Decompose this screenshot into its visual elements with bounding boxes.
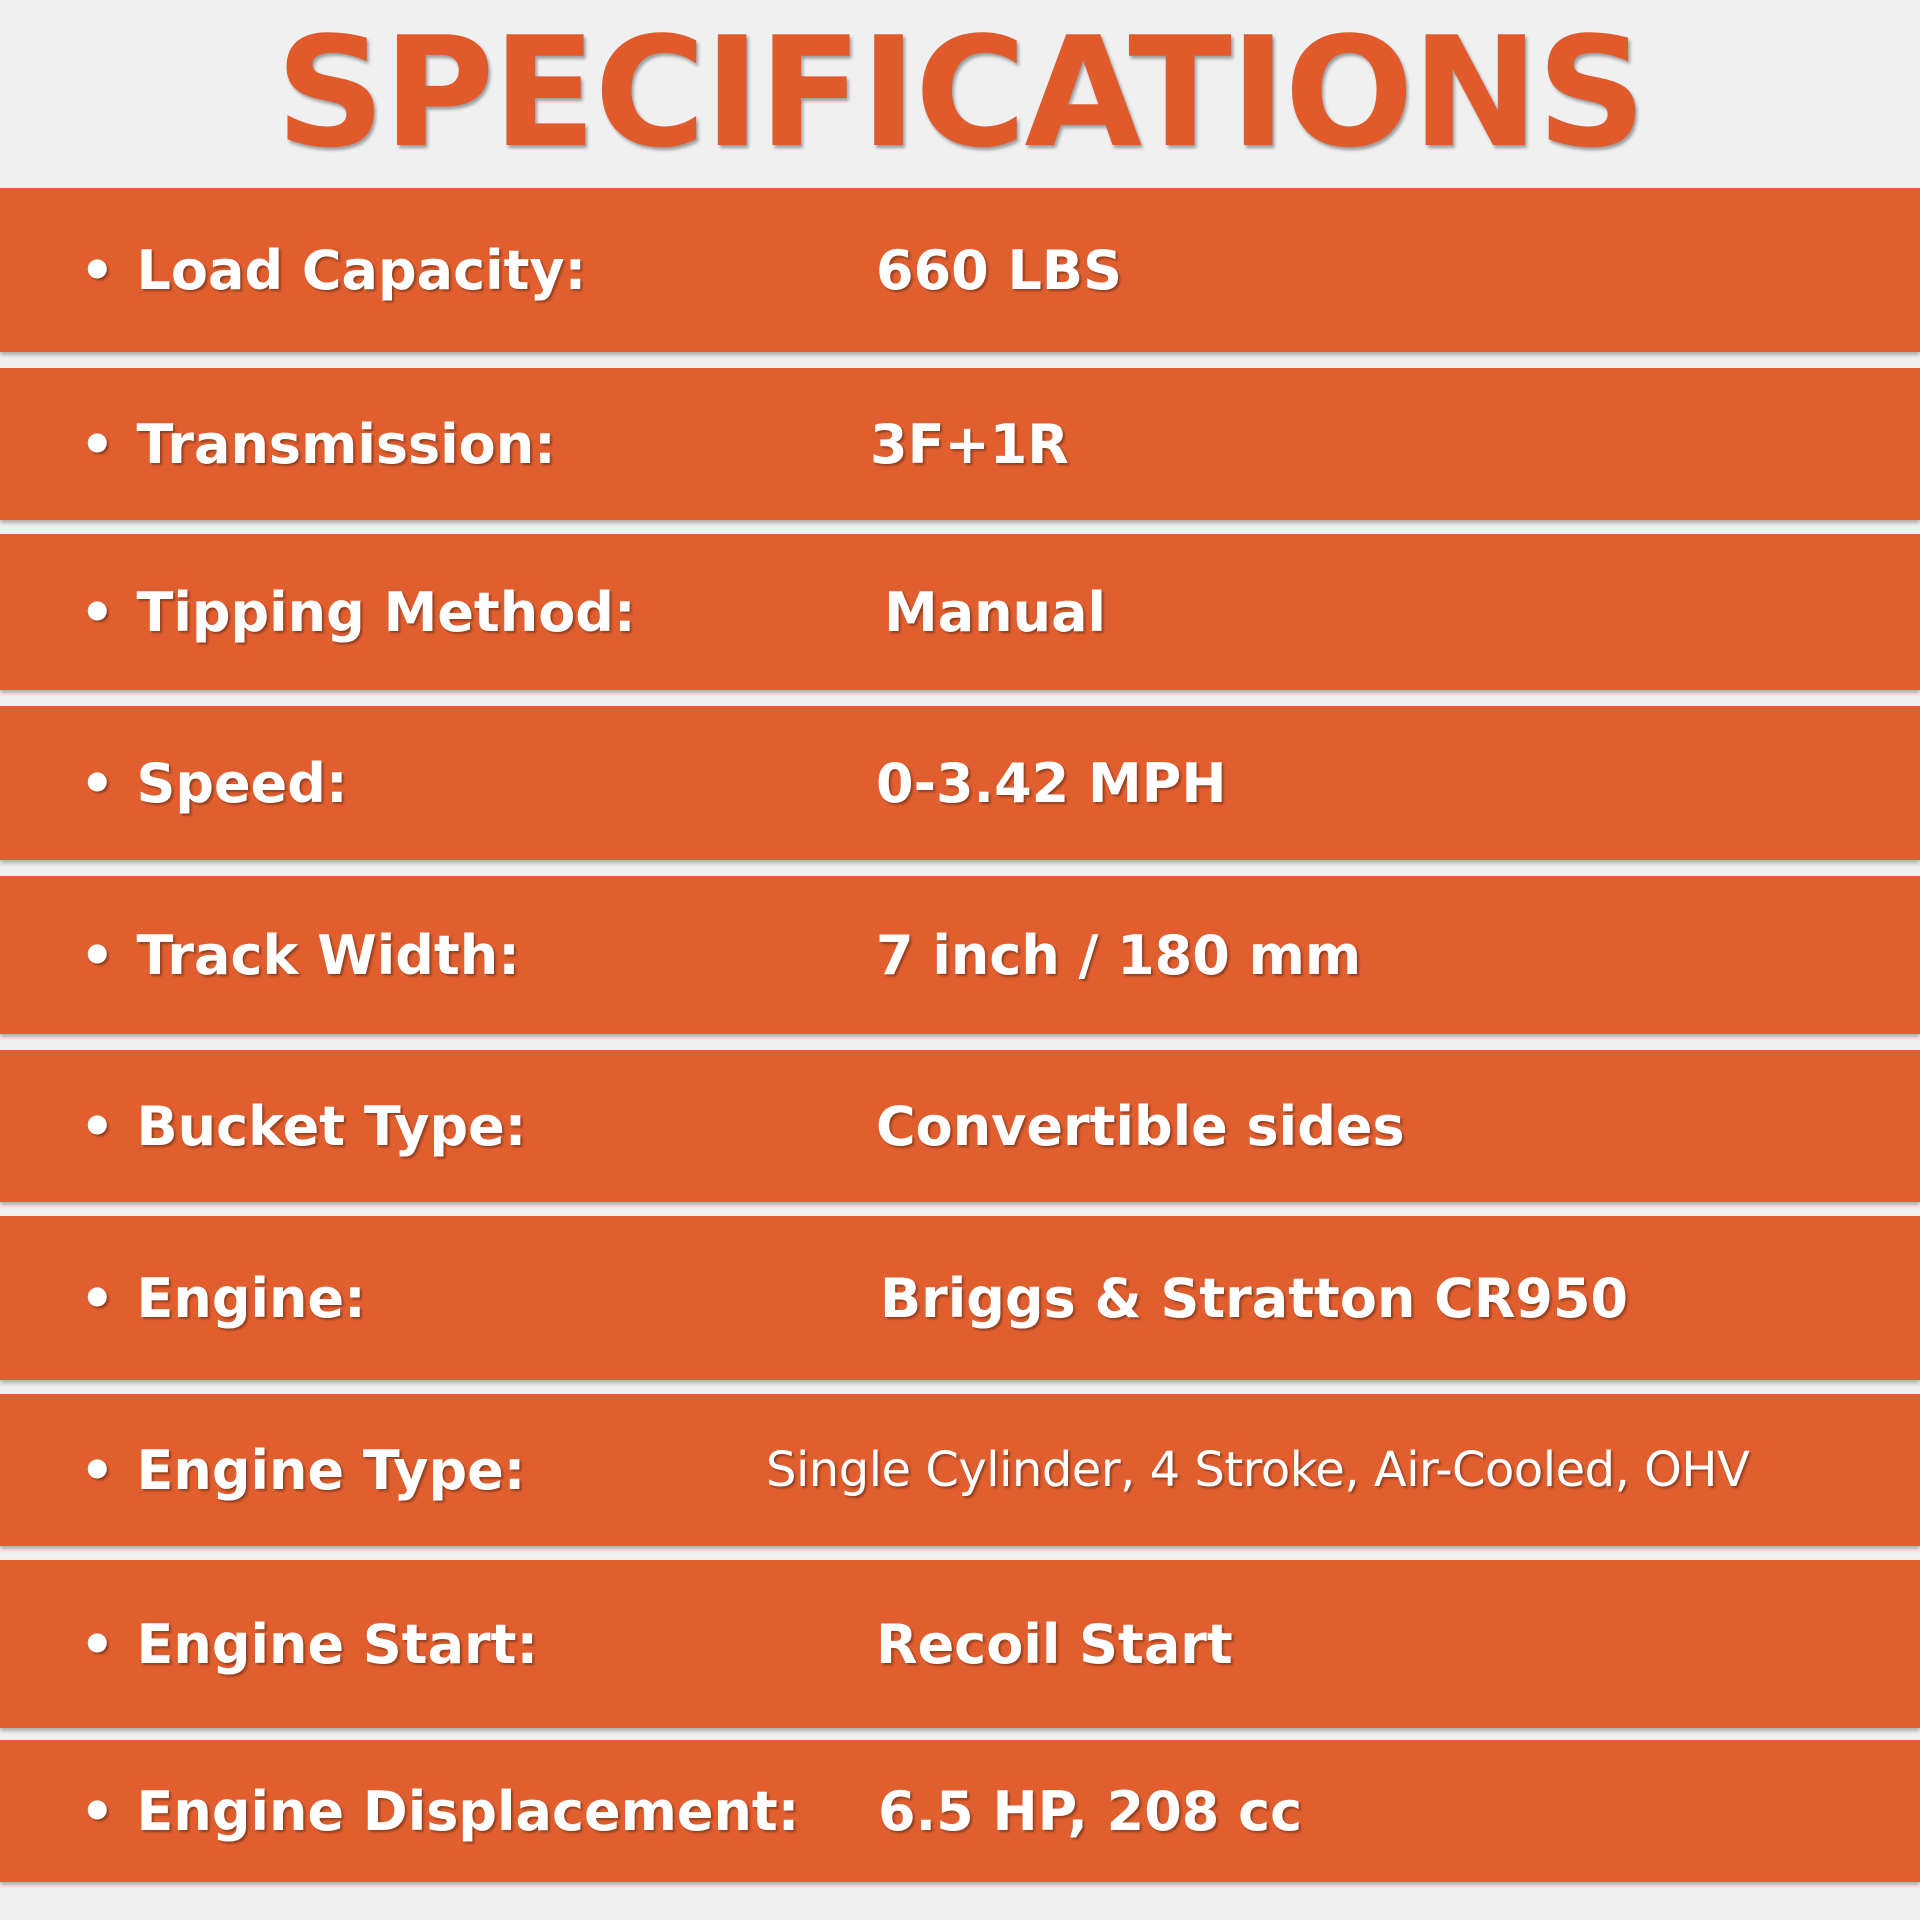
bullet-icon: • bbox=[80, 238, 115, 302]
spec-label-text: Track Width: bbox=[136, 923, 520, 987]
spec-label bbox=[80, 534, 636, 690]
spec-label-text: Engine Displacement: bbox=[136, 1779, 800, 1843]
spec-label-text: Tipping Method: bbox=[136, 580, 636, 644]
spec-label-text: Engine: bbox=[136, 1266, 366, 1330]
spec-value: Single Cylinder, 4 Stroke, Air-Cooled, OHV bbox=[766, 1442, 1750, 1498]
spec-label bbox=[80, 368, 556, 520]
spec-value: 6.5 HP, 208 cc bbox=[878, 1779, 1303, 1843]
spec-row-engine-type bbox=[0, 1394, 1920, 1546]
spec-row-engine-displacement bbox=[0, 1740, 1920, 1882]
bullet-icon: • bbox=[80, 1094, 115, 1158]
bullet-icon: • bbox=[80, 1266, 115, 1330]
spec-row-transmission bbox=[0, 368, 1920, 520]
page-title: SPECIFICATIONS bbox=[275, 4, 1645, 181]
spec-value: Recoil Start bbox=[876, 1612, 1233, 1676]
spec-row-speed bbox=[0, 706, 1920, 860]
spec-value: Manual bbox=[884, 580, 1107, 644]
spec-label bbox=[80, 706, 348, 860]
bullet-icon: • bbox=[80, 923, 115, 987]
spec-row-tipping-method bbox=[0, 534, 1920, 690]
spec-label bbox=[80, 1740, 799, 1882]
spec-value: 660 LBS bbox=[876, 238, 1122, 302]
spec-row-engine bbox=[0, 1216, 1920, 1380]
spec-label-text: Engine Start: bbox=[136, 1612, 539, 1676]
spec-label bbox=[80, 1216, 366, 1380]
spec-value: 7 inch / 180 mm bbox=[876, 923, 1362, 987]
spec-label-text: Transmission: bbox=[136, 412, 556, 476]
spec-label-text: Engine Type: bbox=[136, 1438, 526, 1502]
bullet-icon: • bbox=[80, 1438, 115, 1502]
specifications-list bbox=[0, 188, 1920, 1882]
bullet-icon: • bbox=[80, 1779, 115, 1843]
spec-label bbox=[80, 188, 586, 352]
spec-value: 3F+1R bbox=[870, 412, 1069, 476]
bullet-icon: • bbox=[80, 580, 115, 644]
spec-row-track-width bbox=[0, 876, 1920, 1034]
spec-value: Convertible sides bbox=[876, 1094, 1405, 1158]
spec-label-text: Load Capacity: bbox=[136, 238, 587, 302]
spec-value: Briggs & Stratton CR950 bbox=[880, 1266, 1629, 1330]
spec-label bbox=[80, 1050, 526, 1202]
bullet-icon: • bbox=[80, 1612, 115, 1676]
spec-label-text: Bucket Type: bbox=[136, 1094, 527, 1158]
spec-label bbox=[80, 1394, 525, 1546]
bullet-icon: • bbox=[80, 751, 115, 815]
spec-label bbox=[80, 876, 520, 1034]
spec-label bbox=[80, 1560, 538, 1728]
spec-row-bucket-type bbox=[0, 1050, 1920, 1202]
spec-row-engine-start bbox=[0, 1560, 1920, 1728]
bullet-icon: • bbox=[80, 412, 115, 476]
spec-row-load-capacity bbox=[0, 188, 1920, 352]
spec-label-text: Speed: bbox=[136, 751, 348, 815]
spec-value: 0-3.42 MPH bbox=[876, 751, 1227, 815]
